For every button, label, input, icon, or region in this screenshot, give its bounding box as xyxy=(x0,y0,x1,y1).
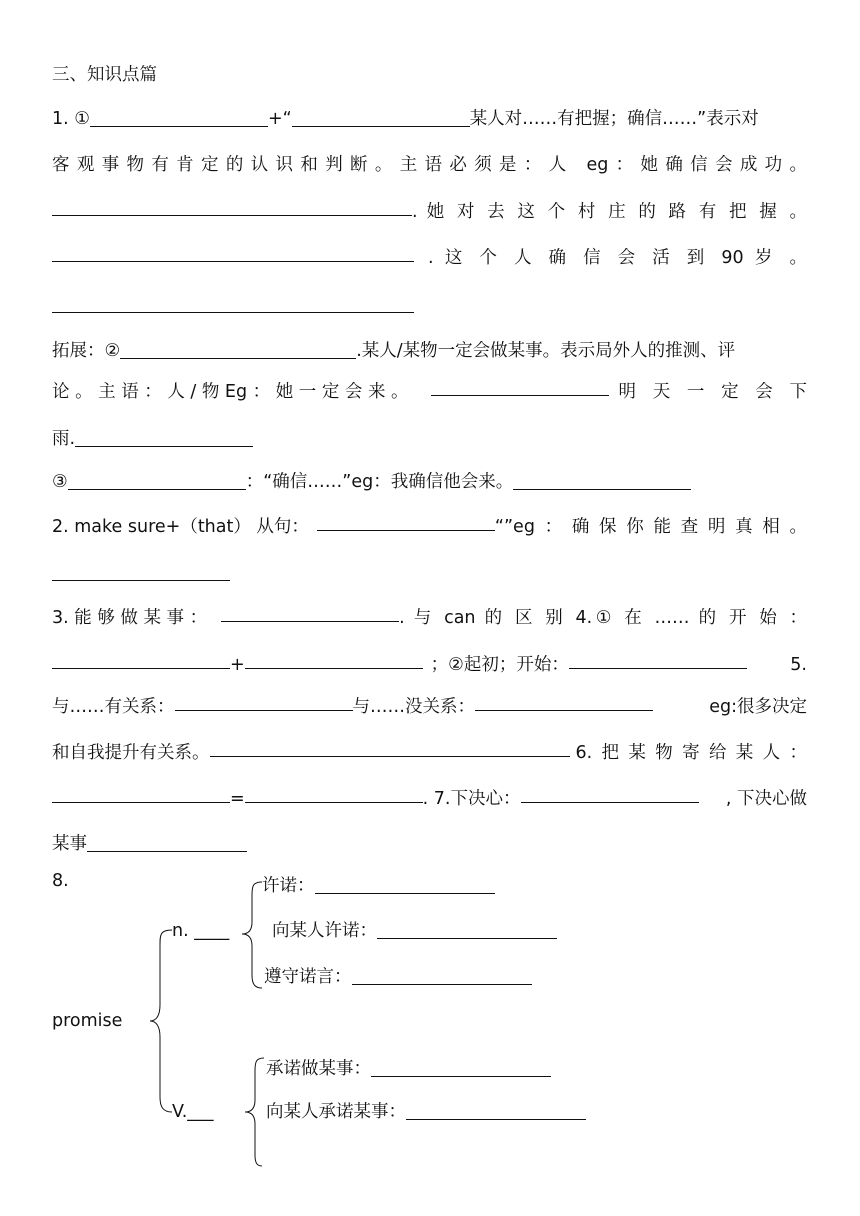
promise-word: promise xyxy=(52,1011,123,1031)
verb-label: V.___ xyxy=(172,1102,214,1122)
blank[interactable] xyxy=(292,108,470,127)
line-15: 和自我提升有关系。 6.把某物寄给某人： xyxy=(52,738,807,768)
line-2: 客观事物有肯定的认识和判断。主语必须是：人 eg：她确信会成功。 xyxy=(52,155,807,175)
line-13: + ；②起初；开始： 5. xyxy=(52,650,807,680)
line-11 xyxy=(52,558,807,588)
blank[interactable] xyxy=(221,603,399,622)
verb-item-2: 向某人承诺某事： xyxy=(266,1099,586,1125)
blank[interactable] xyxy=(52,784,230,803)
verb-item-1: 承诺做某事： xyxy=(266,1056,551,1082)
line-10: 2. make sure+（that） 从句： “”eg：确保你能查明真相。 xyxy=(52,512,807,542)
blank[interactable] xyxy=(75,428,253,447)
noun-item-3: 遵守诺言： xyxy=(264,964,532,990)
line-1: 1. ① +“ 某人对……有把握；确信……”表示对 xyxy=(52,109,759,129)
blank[interactable] xyxy=(371,1058,551,1077)
noun-brace xyxy=(242,882,262,988)
blank[interactable] xyxy=(52,294,414,313)
blank[interactable] xyxy=(210,738,570,757)
blank[interactable] xyxy=(315,875,495,894)
item-number: 8. xyxy=(52,871,69,891)
line-6: 拓展：② .某人/某物一定会做某事。表示局外人的推测、评 xyxy=(52,341,736,361)
blank[interactable] xyxy=(68,471,246,490)
blank[interactable] xyxy=(245,650,423,669)
line-4: . 这 个 人 确 信 会 活 到 90 岁 。 xyxy=(52,243,807,273)
blank[interactable] xyxy=(52,197,412,216)
blank[interactable] xyxy=(431,377,609,396)
line-3: . 她 对 去 这 个 村 庄 的 路 有 把 握 。 xyxy=(52,197,807,227)
blank[interactable] xyxy=(521,784,699,803)
blank[interactable] xyxy=(52,243,414,262)
blank[interactable] xyxy=(475,692,653,711)
blank[interactable] xyxy=(377,920,557,939)
blank[interactable] xyxy=(245,784,423,803)
blank[interactable] xyxy=(569,650,747,669)
blank[interactable] xyxy=(513,471,691,490)
blank[interactable] xyxy=(317,512,495,531)
blank[interactable] xyxy=(87,833,247,852)
blank[interactable] xyxy=(90,108,268,127)
blank[interactable] xyxy=(406,1101,586,1120)
line-14: 与……有关系： 与……没关系： eg:很多决定 xyxy=(52,692,807,722)
section-title: 三、知识点篇 xyxy=(52,65,157,85)
noun-item-2: 向某人许诺： xyxy=(272,918,557,944)
noun-item-1: 许诺： xyxy=(262,873,495,899)
line-16: = . 7.下决心： , 下决心做 xyxy=(52,784,807,814)
blank[interactable] xyxy=(52,562,230,581)
blank[interactable] xyxy=(120,340,356,359)
blank[interactable] xyxy=(175,692,353,711)
verb-brace xyxy=(245,1058,264,1166)
main-brace xyxy=(150,930,172,1112)
blank[interactable] xyxy=(52,650,230,669)
line-5 xyxy=(52,290,807,320)
line-9: ③ ：“确信……”eg：我确信他会来。 xyxy=(52,467,807,497)
noun-label: n. ____ xyxy=(172,921,230,941)
line-7: 论 。 主 语 ： 人 / 物 Eg ： 她 一 定 会 来 。 明 天 一 定 会 下 xyxy=(52,377,807,407)
blank[interactable] xyxy=(352,966,532,985)
line-12: 3. 能 够 做 某 事 ： . 与 can 的 区 别 4.① 在 …… 的 开 始 ： xyxy=(52,603,807,633)
line-17: 某事 xyxy=(52,829,807,859)
line-8: 雨. xyxy=(52,424,807,454)
